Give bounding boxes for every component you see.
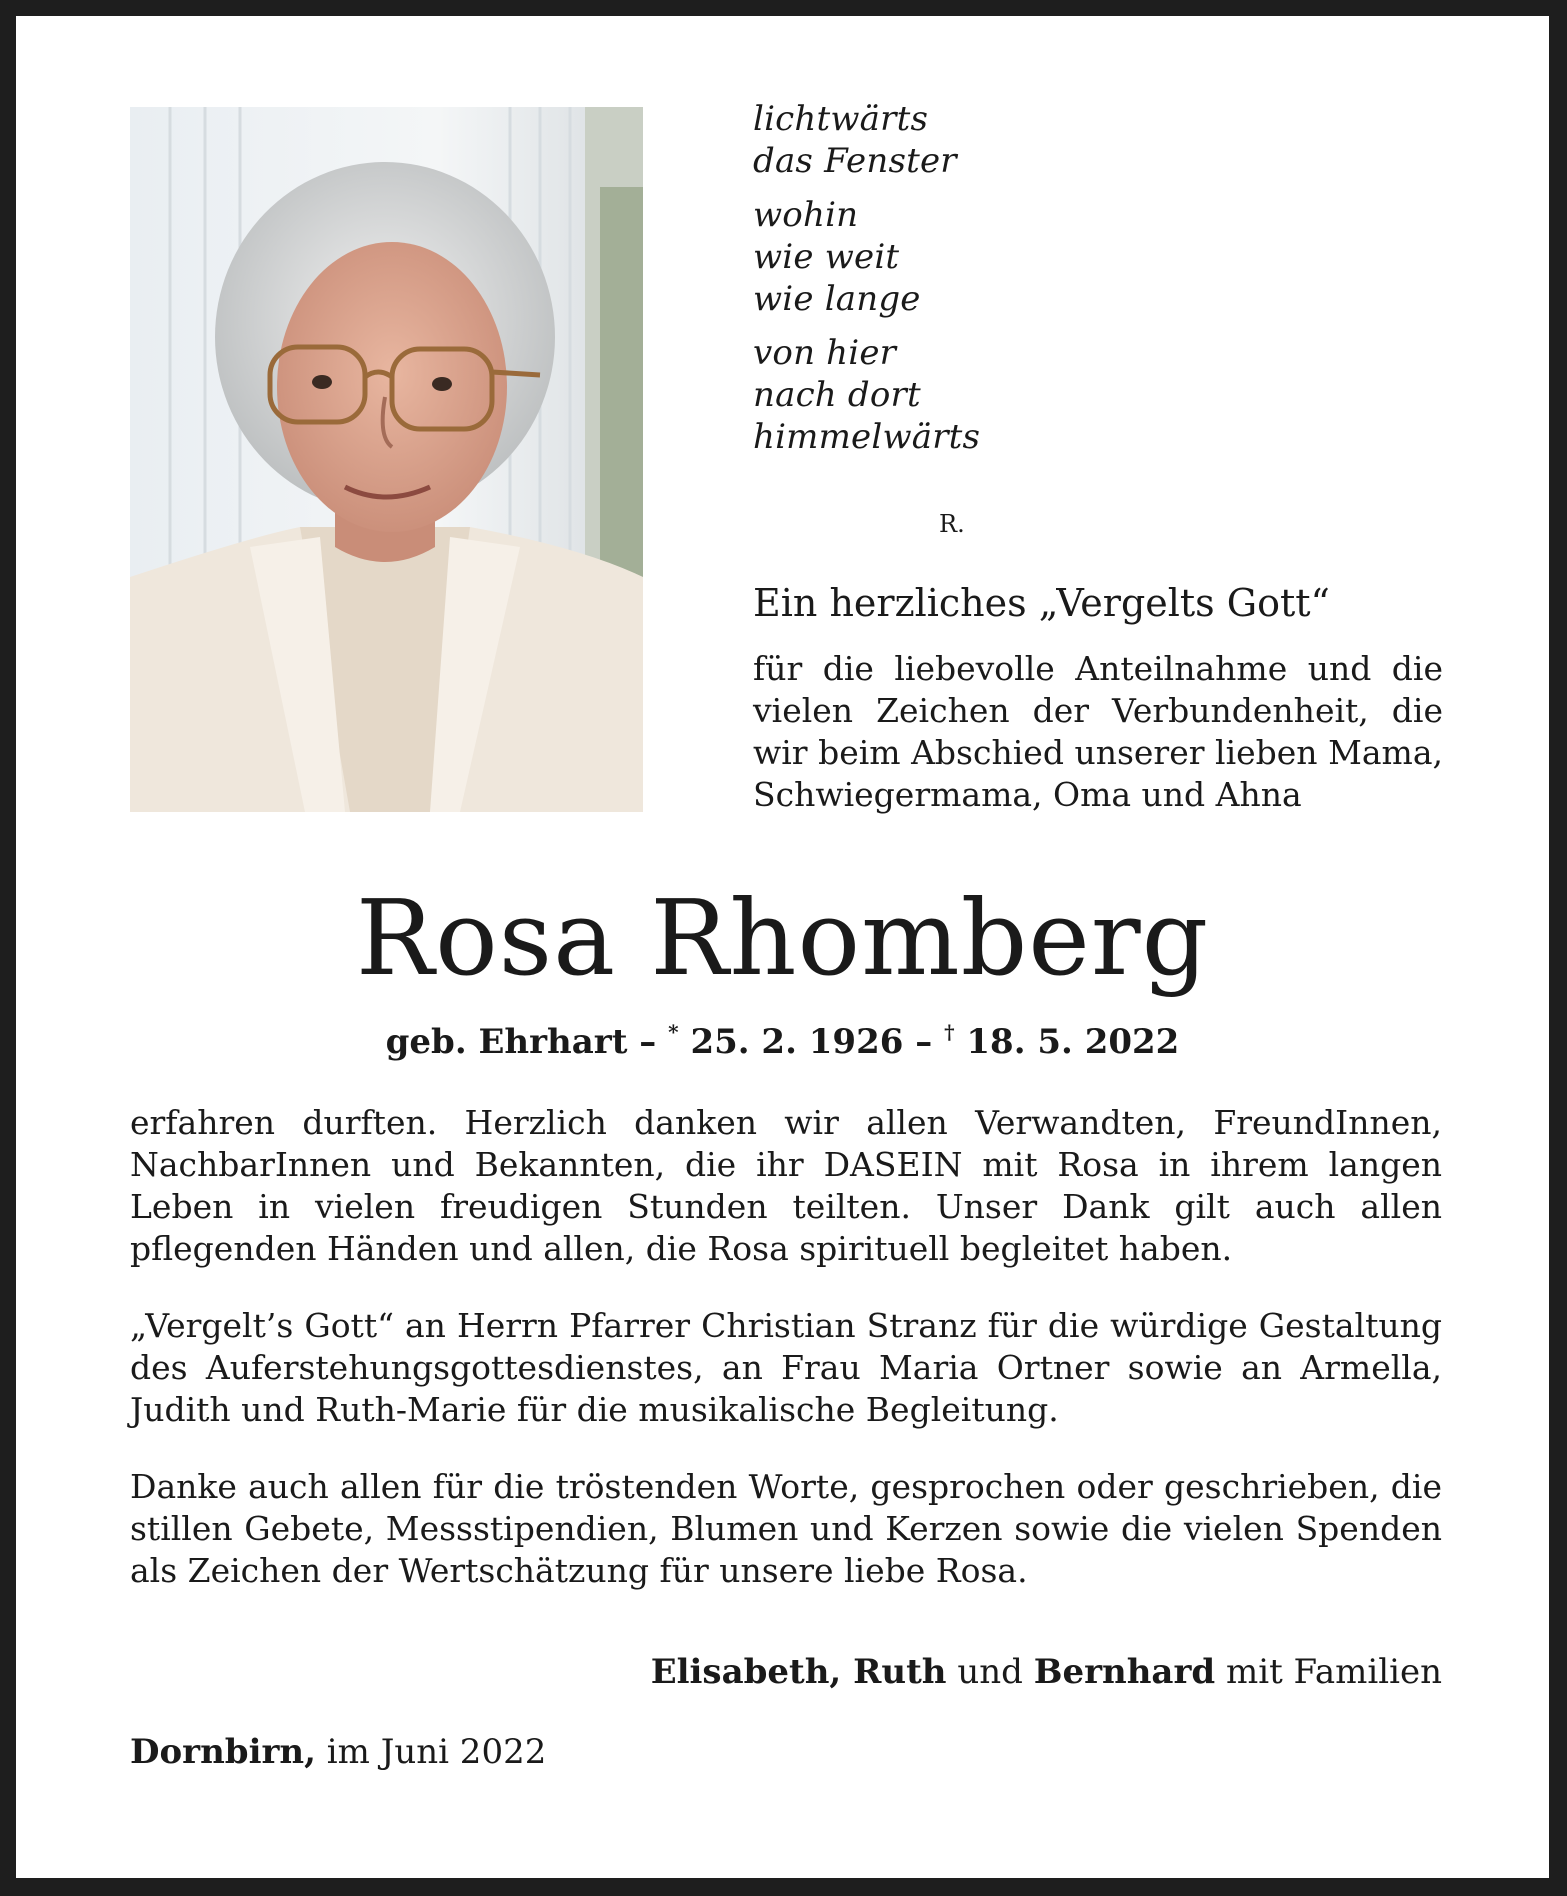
signature-name: Bernhard [1033,1652,1216,1692]
place-date [130,1732,546,1772]
obituary-card [16,16,1549,1878]
birth-date: 25. 2. 1926 [690,1022,904,1062]
place-city: Dornbirn, [130,1732,316,1772]
thanks-text: für die liebevolle Anteilnahme und die vielen Zeichen der Verbundenheit, die wir beim Abschied unserer lieben Mama, Schwiegermama, Oma und Ahna [753,649,1443,814]
portrait-image [130,107,643,812]
deceased-name: Rosa Rhomberg [355,877,1210,999]
signature-and: und [957,1652,1023,1692]
died-symbol: † [944,1020,955,1044]
poem-line: von hier [753,333,897,373]
poem-signature: R. [939,510,965,538]
date-separator: – [915,1022,933,1062]
poem-line: nach dort [753,375,921,415]
birth-name: geb. Ehrhart [385,1022,628,1062]
life-dates [16,1020,1549,1062]
poem-stanza-1 [753,98,1313,182]
place-date-text: im Juni 2022 [326,1732,547,1772]
born-symbol: * [668,1020,679,1044]
death-date: 18. 5. 2022 [966,1022,1180,1062]
poem-stanza-3 [753,332,1313,458]
thanks-title: Ein herzliches „Vergelts Gott“ [753,581,1330,625]
paragraph: Danke auch allen für die tröstenden Worte, gesprochen oder geschrieben, die stillen Gebete, Messstipendien, Blumen und Kerzen sowie die vielen Spenden als Zeichen der Wertschätzung für unsere liebe Rosa. [130,1467,1442,1590]
poem-line: lichtwärts [753,99,929,139]
date-separator: – [639,1022,657,1062]
paragraph: „Vergelt’s Gott“ an Herrn Pfarrer Christian Stranz für die würdige Gestaltung des Auferstehungsgottesdienstes, an Frau Maria Ortner sowie an Armella, Judith und Ruth-Marie für die musikalische Begleitung. [130,1306,1442,1429]
signature-names: Elisabeth, Ruth [650,1652,947,1692]
poem-line: das Fenster [753,141,957,181]
poem-line: himmelwärts [753,417,981,457]
family-signature [651,1652,1442,1692]
poem-stanza-2 [753,194,1313,320]
poem-line: wie lange [753,279,921,319]
paragraph: erfahren durften. Herzlich danken wir allen Verwandten, FreundInnen, NachbarInnen und Bekannten, die ihr DASEIN mit Rosa in ihrem langen Leben in vielen freudigen Stunden teilten. Unser Dank gilt auch allen pflegenden Händen und allen, die Rosa spirituell begleitet haben. [130,1103,1442,1268]
poem-line: wohin [753,195,859,235]
poem [753,98,1313,470]
poem-line: wie weit [753,237,900,277]
signature-suffix: mit Familien [1225,1652,1442,1692]
portrait-photo [130,107,643,812]
